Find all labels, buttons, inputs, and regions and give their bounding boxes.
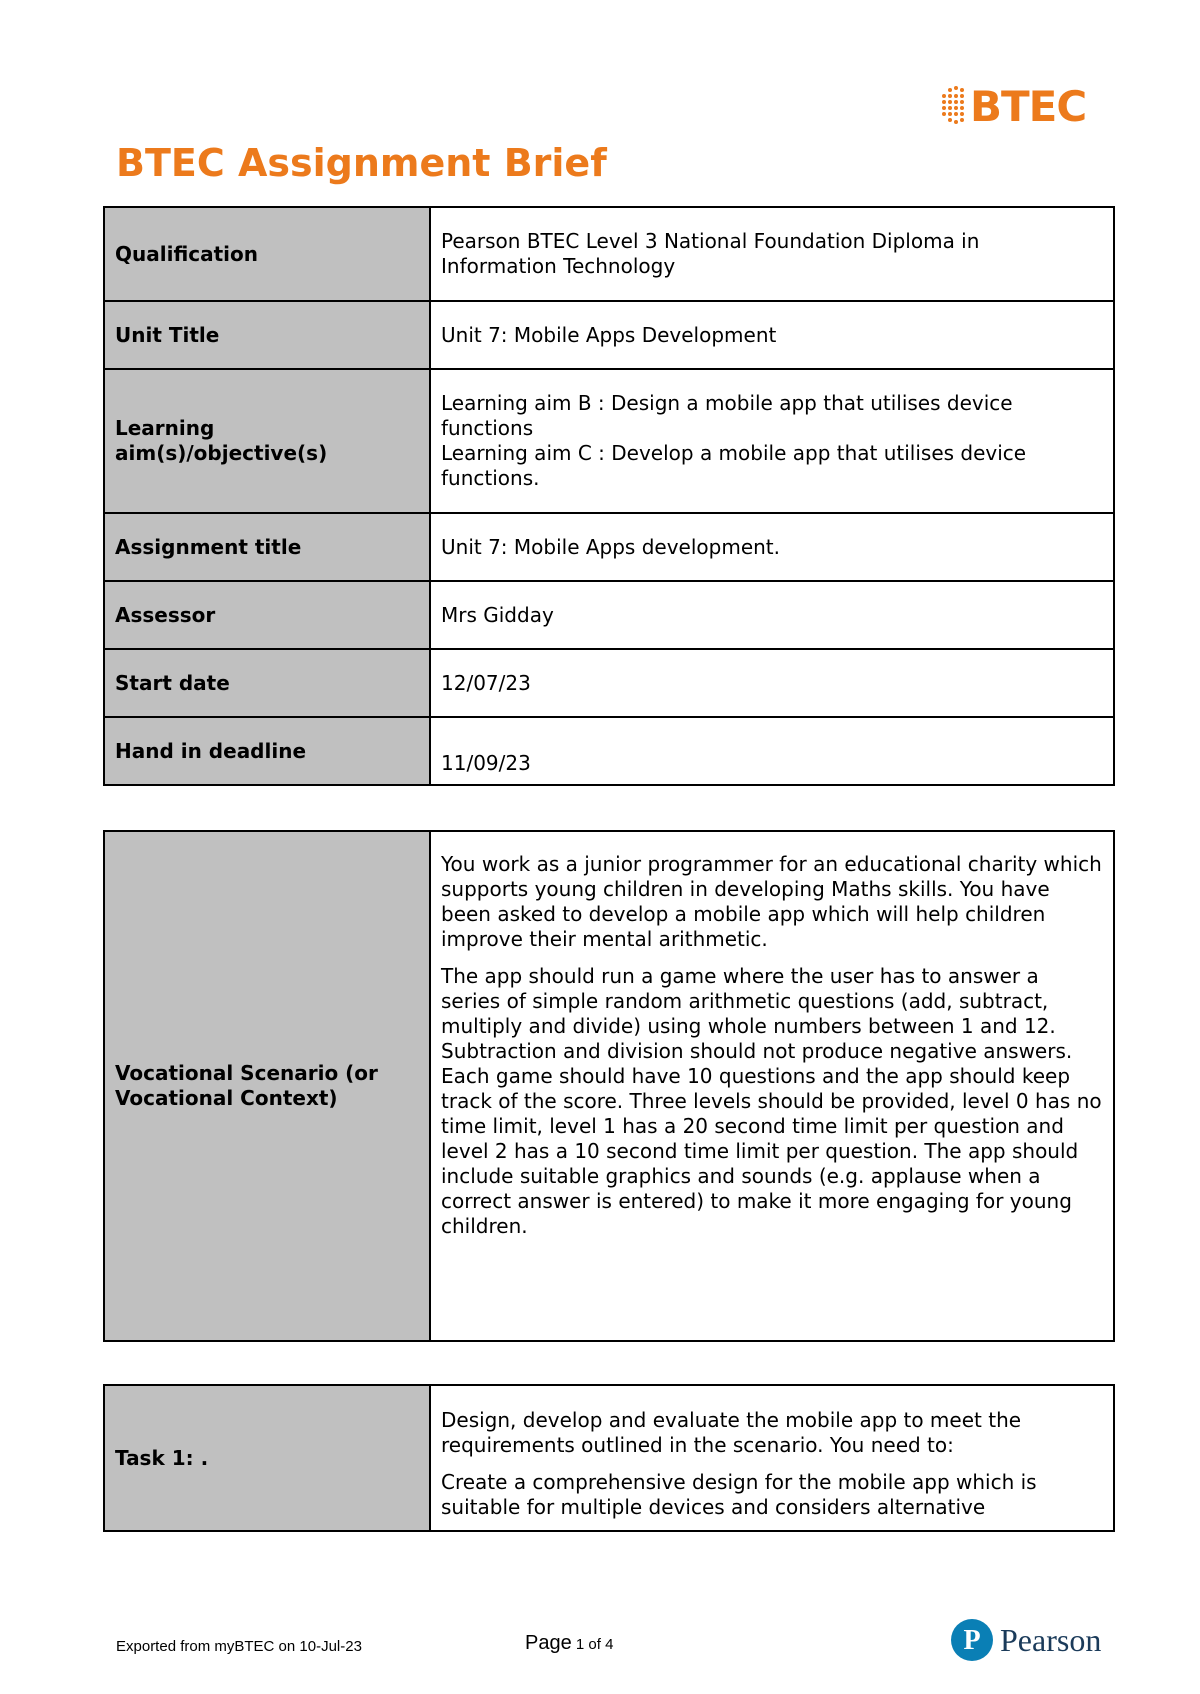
page-number: Page 1 of 4 bbox=[525, 1632, 614, 1654]
table-row bbox=[104, 301, 1114, 369]
scenario-label: Vocational Scenario (or Vocational Context) bbox=[104, 831, 430, 1341]
scenario-table bbox=[103, 830, 1115, 1342]
details-table bbox=[103, 206, 1115, 786]
deadline-label: Hand in deadline bbox=[104, 717, 430, 785]
table-row bbox=[104, 649, 1114, 717]
task-table bbox=[103, 1384, 1115, 1532]
task-label: Task 1: . bbox=[104, 1385, 430, 1531]
btec-dots-icon bbox=[940, 84, 968, 128]
export-note: Exported from myBTEC on 10-Jul-23 bbox=[116, 1638, 362, 1655]
scenario-paragraph: The app should run a game where the user has to answer a series of simple random arithmetic questions (add, subtract, multiply and divide) using whole numbers between 1 and 12. Subtraction and division should not produce negative answers. Each game should have 10 questions and the app should keep track of the score. Three levels should be provided, level 0 has no time limit, level 1 has a 20 second time limit per question and level 2 has a 10 second time limit per question. The app should include suitable graphics and sounds (e.g. applause when a correct answer is entered) to make it more engaging for young children. bbox=[441, 964, 1102, 1238]
task-paragraph: Design, develop and evaluate the mobile app to meet the requirements outlined in the scenario. You need to: bbox=[441, 1408, 1022, 1457]
table-row bbox=[104, 831, 1114, 1341]
assignment-title-value: Unit 7: Mobile Apps development. bbox=[430, 513, 1114, 581]
qualification-value: Pearson BTEC Level 3 National Foundation Diploma in Information Technology bbox=[430, 207, 1114, 301]
task-paragraph: Create a comprehensive design for the mobile app which is suitable for multiple devices and considers alternative bbox=[441, 1470, 1037, 1519]
learning-aims-label: Learning aim(s)/objective(s) bbox=[104, 369, 430, 513]
table-row bbox=[104, 581, 1114, 649]
qualification-label: Qualification bbox=[104, 207, 430, 301]
table-row bbox=[104, 717, 1114, 785]
start-date-label: Start date bbox=[104, 649, 430, 717]
table-row bbox=[104, 207, 1114, 301]
assessor-value: Mrs Gidday bbox=[430, 581, 1114, 649]
pearson-logo-text: Pearson bbox=[1000, 1622, 1102, 1658]
unit-title-label: Unit Title bbox=[104, 301, 430, 369]
pearson-logo bbox=[950, 1618, 1110, 1668]
assignment-title-label: Assignment title bbox=[104, 513, 430, 581]
pearson-p-icon bbox=[950, 1618, 994, 1662]
svg-text:P: P bbox=[963, 1625, 981, 1656]
task-value bbox=[430, 1385, 1114, 1531]
table-row bbox=[104, 369, 1114, 513]
learning-aims-value: Learning aim B : Design a mobile app that utilises device functions Learning aim C : Develop a mobile app that utilises device functions. bbox=[430, 369, 1114, 513]
assessor-label: Assessor bbox=[104, 581, 430, 649]
btec-logo-text: BTEC bbox=[970, 82, 1087, 131]
btec-logo bbox=[940, 82, 1090, 132]
start-date-value: 12/07/23 bbox=[430, 649, 1114, 717]
deadline-value: 11/09/23 bbox=[430, 717, 1114, 785]
scenario-paragraph: You work as a junior programmer for an educational charity which supports young children in developing Maths skills. You have been asked to develop a mobile app which will help children improve their mental arithmetic. bbox=[441, 852, 1102, 951]
table-row bbox=[104, 1385, 1114, 1531]
scenario-value bbox=[430, 831, 1114, 1341]
document-title: BTEC Assignment Brief bbox=[116, 141, 607, 185]
unit-title-value: Unit 7: Mobile Apps Development bbox=[430, 301, 1114, 369]
table-row bbox=[104, 513, 1114, 581]
